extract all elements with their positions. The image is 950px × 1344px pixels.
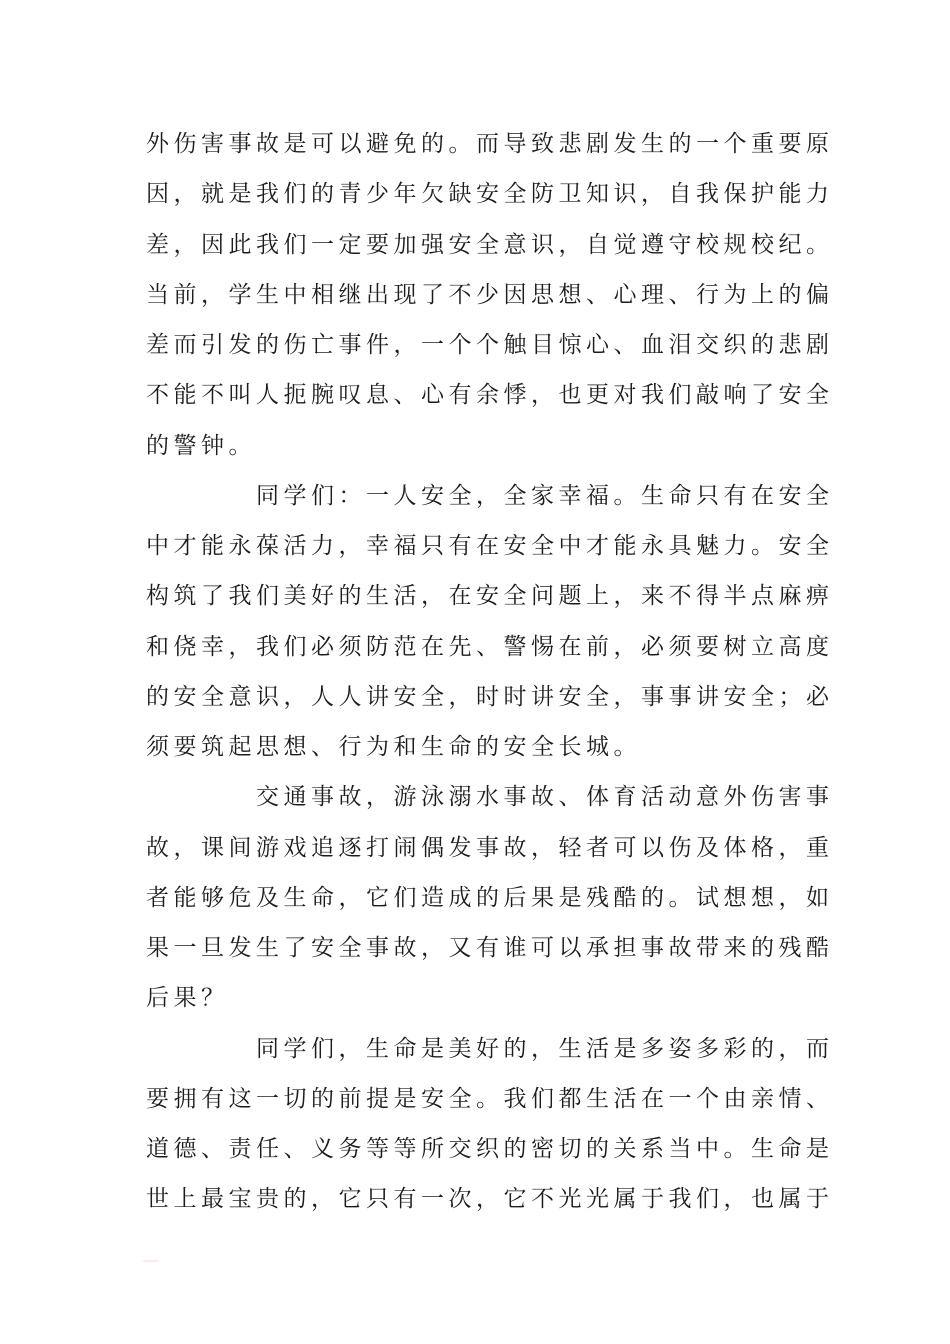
text-line: 的安全意识，人人讲安全，时时讲安全，事事讲安全；必 [146, 683, 834, 710]
text-line: 和侥幸，我们必须防范在先、警惕在前，必须要树立高度 [146, 633, 834, 660]
text-line: 构筑了我们美好的生活，在安全问题上，来不得半点麻痹 [146, 583, 834, 610]
text-line-first: 同学们，生命是美好的，生活是多姿多彩的，而 [256, 1035, 834, 1062]
text-line: 果一旦发生了安全事故，又有谁可以承担事故带来的残酷 [146, 935, 834, 961]
text-line: 当前，学生中相继出现了不少因思想、心理、行为上的偏 [146, 281, 834, 308]
text-line: 道德、责任、义务等等所交织的密切的关系当中。生命是 [146, 1136, 834, 1162]
text-line: 外伤害事故是可以避免的。而导致悲剧发生的一个重要原 [146, 131, 834, 157]
paragraph-2 [146, 471, 834, 773]
text-line: 差而引发的伤亡事件，一个个触目惊心、血泪交织的悲剧 [146, 332, 834, 358]
text-line: 故，课间游戏追逐打闹偶发事故，轻者可以伤及体格，重 [146, 834, 834, 861]
text-line: 须要筑起思想、行为和生命的安全长城。 [146, 734, 641, 760]
scan-artifact-mark [143, 1260, 159, 1262]
document-body [146, 119, 834, 1225]
text-line: 的警钟。 [146, 432, 256, 459]
paragraph-3 [146, 772, 834, 1023]
text-line: 世上最宝贵的，它只有一次，它不光光属于我们，也属于 [146, 1186, 834, 1213]
text-line: 后果？ [146, 985, 229, 1012]
paragraph-1 [146, 119, 834, 471]
text-line: 要拥有这一切的前提是安全。我们都生活在一个由亲情、 [146, 1085, 834, 1112]
text-line: 因，就是我们的青少年欠缺安全防卫知识，自我保护能力 [146, 181, 834, 208]
text-line-first: 交通事故，游泳溺水事故、体育活动意外伤害事 [256, 784, 834, 811]
text-line: 者能够危及生命，它们造成的后果是残酷的。试想想，如 [146, 884, 834, 911]
text-line: 差，因此我们一定要加强安全意识，自觉遵守校规校纪。 [146, 231, 834, 258]
text-line: 中才能永葆活力，幸福只有在安全中才能永具魅力。安全 [146, 533, 834, 559]
paragraph-4 [146, 1024, 834, 1225]
text-line: 不能不叫人扼腕叹息、心有余悸，也更对我们敲响了安全 [146, 382, 834, 409]
text-line-first: 同学们：一人安全，全家幸福。生命只有在安全 [256, 482, 834, 509]
